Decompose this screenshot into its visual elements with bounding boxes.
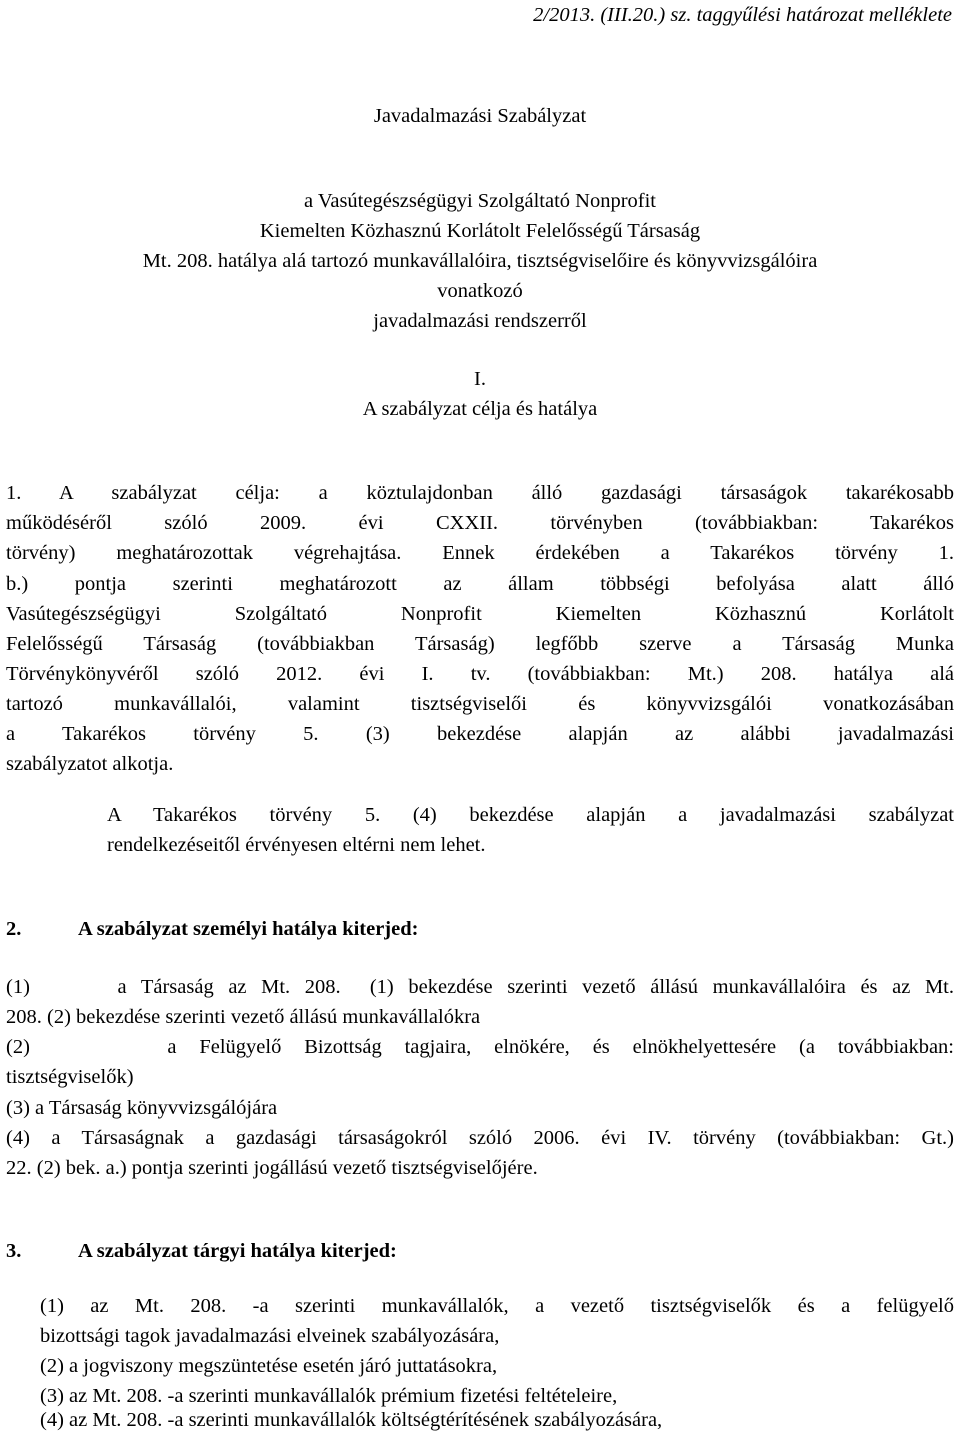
section-2-line: (3) a Társaság könyvvizsgálójára (6, 1097, 278, 1119)
section-3-line: (3) az Mt. 208. -a szerinti munkavállalók prémium fizetési feltételeire, (40, 1385, 618, 1407)
section-2-number: 2. (6, 918, 22, 940)
section-3-number: 3. (6, 1240, 22, 1262)
chapter-number: I. (474, 368, 486, 390)
section-3-line: (2) a jogviszony megszüntetése esetén járó juttatásokra, (40, 1355, 498, 1377)
section-1-paragraph-line: rendelkezéseitől érvényesen eltérni nem lehet. (107, 834, 486, 856)
chapter-title: A szabályzat célja és hatálya (362, 398, 598, 420)
subtitle-line: vonatkozó (437, 280, 523, 302)
subtitle-line: Kiemelten Közhasznú Korlátolt Felelősségű Társaság (259, 220, 701, 242)
section-3-line: (1) az Mt. 208. -a szerinti munkavállalók, a vezető tisztségviselők és a felügyelő (40, 1295, 954, 1317)
section-1-line: Vasútegészségügyi Szolgáltató Nonprofit Kiemelten Közhasznú Korlátolt (6, 603, 954, 625)
section-2-line: (1) a Társaság az Mt. 208. (1) bekezdése szerinti vezető állású munkavállalóira és az Mt. (6, 976, 954, 998)
section-1-line: tartozó munkavállalói, valamint tisztségviselői és könyvvizsgálói vonatkozásában (6, 693, 954, 715)
section-1-line: a Takarékos törvény 5. (3) bekezdése alapján az alábbi javadalmazási (6, 723, 954, 745)
section-1-line: 1. A szabályzat célja: a köztulajdonban álló gazdasági társaságok takarékosabb (6, 482, 954, 504)
section-1-line: Felelősségű Társaság (továbbiakban Társaság) legfőbb szerve a Társaság Munka (6, 633, 954, 655)
section-2-heading: A szabályzat személyi hatálya kiterjed: (78, 918, 419, 940)
annex-title: 2/2013. (III.20.) sz. taggyűlési határozat melléklete (533, 4, 952, 26)
section-1-paragraph-line: A Takarékos törvény 5. (4) bekezdése alapján a javadalmazási szabályzat (107, 804, 954, 826)
section-2-line: 22. (2) bek. a.) pontja szerinti jogállású vezető tisztségviselőjére. (6, 1157, 538, 1179)
section-3-line: (4) az Mt. 208. -a szerinti munkavállalók költségtérítésének szabályozására, (40, 1409, 663, 1431)
section-3-line: bizottsági tagok javadalmazási elveinek szabályozására, (40, 1325, 500, 1347)
section-2-line: (4) a Társaságnak a gazdasági társaságokról szóló 2006. évi IV. törvény (továbbiakban: Gt.) (6, 1127, 954, 1149)
section-2-line: (2) a Felügyelő Bizottság tagjaira, elnökére, és elnökhelyettesére (a továbbiakban: (6, 1036, 954, 1058)
section-2-line: tisztségviselők) (6, 1066, 134, 1088)
subtitle-line: Mt. 208. hatálya alá tartozó munkavállalóira, tisztségviselőire és könyvvizsgálóira (142, 250, 818, 272)
section-1-line: szabályzatot alkotja. (6, 753, 174, 775)
subtitle-line: a Vasútegészségügyi Szolgáltató Nonprofit (303, 190, 657, 212)
section-3-heading: A szabályzat tárgyi hatálya kiterjed: (78, 1240, 397, 1262)
section-1-line: működéséről szóló 2009. évi CXXII. törvényben (továbbiakban: Takarékos (6, 512, 954, 534)
document-title: Javadalmazási Szabályzat (373, 105, 587, 127)
subtitle-line: javadalmazási rendszerről (373, 310, 587, 332)
section-2-line: 208. (2) bekezdése szerinti vezető állású munkavállalókra (6, 1006, 481, 1028)
section-1-line: törvény) meghatározottak végrehajtása. Ennek érdekében a Takarékos törvény 1. (6, 542, 954, 564)
section-1-line: b.) pontja szerinti meghatározott az állam többségi befolyása alatt álló (6, 573, 954, 595)
section-1-line: Törvénykönyvéről szóló 2012. évi I. tv. (továbbiakban: Mt.) 208. hatálya alá (6, 663, 954, 685)
